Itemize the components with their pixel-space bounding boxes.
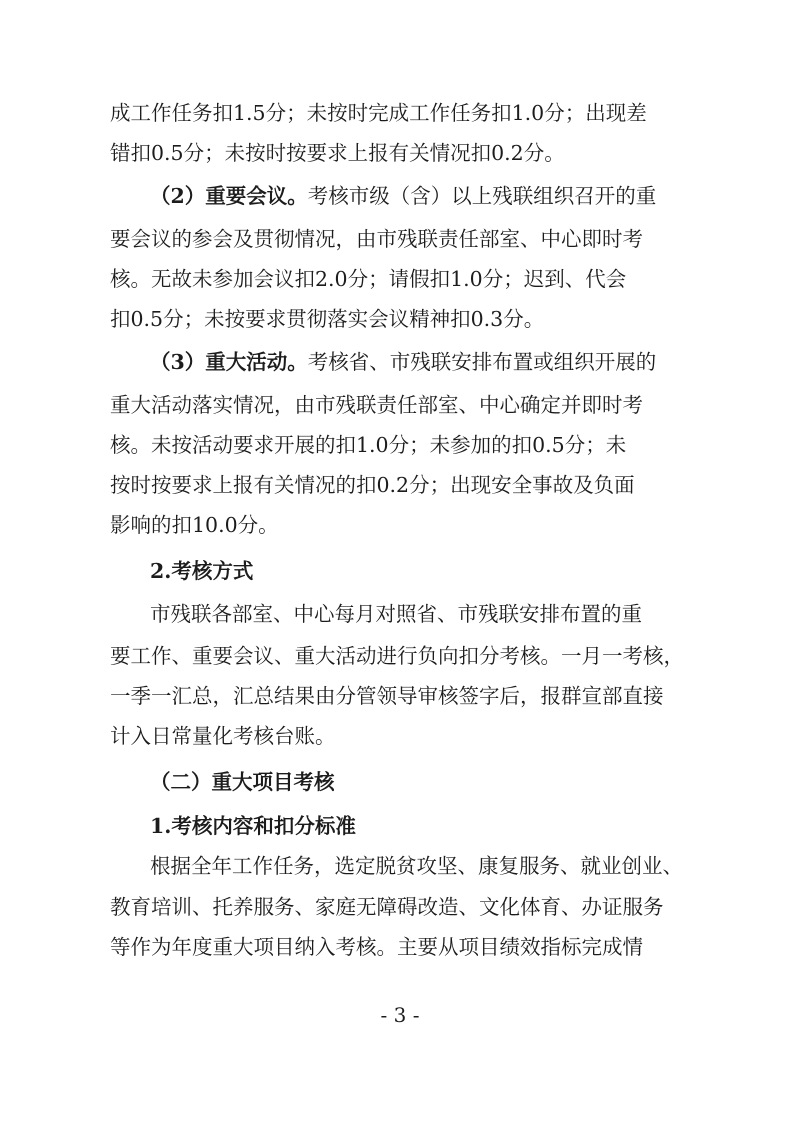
paragraph-line: 影响的扣10.0分。 [110, 513, 279, 537]
paragraph-line: 要会议的参会及贯彻情况，由市残联责任部室、中心即时考 [110, 227, 643, 251]
item-text: 考核市级（含）以上残联组织召开的重 [307, 184, 657, 208]
section-heading: 2.考核方式 [150, 559, 254, 583]
paragraph-line [150, 176, 700, 216]
paragraph-line: 重大活动落实情况，由市残联责任部室、中心确定并即时考 [110, 393, 643, 417]
paragraph-line: 等作为年度重大项目纳入考核。主要从项目绩效指标完成情 [110, 935, 643, 959]
paragraph-line: 核。无故未参加会议扣2.0分；请假扣1.0分；迟到、代会 [110, 267, 627, 291]
paragraph-line: 计入日常量化考核台账。 [110, 724, 336, 748]
section-heading: （二）重大项目考核 [150, 770, 335, 794]
paragraph-line: 扣0.5分；未按要求贯彻落实会议精神扣0.3分。 [110, 307, 545, 331]
page-number: - 3 - [380, 1003, 420, 1027]
paragraph-line: 按时按要求上报有关情况的扣0.2分；出现安全事故及负面 [110, 473, 635, 497]
item-heading: （2）重要会议。 [150, 184, 308, 208]
paragraph-line: 教育培训、托养服务、家庭无障碍改造、文化体育、办证服务 [110, 895, 664, 919]
item-text: 考核省、市残联安排布置或组织开展的 [307, 350, 657, 374]
paragraph-line: 市残联各部室、中心每月对照省、市残联安排布置的重 [150, 602, 642, 626]
paragraph-line [150, 342, 700, 382]
paragraph-line: 成工作任务扣1.5分；未按时完成工作任务扣1.0分；出现差 [110, 101, 647, 125]
section-heading: 1.考核内容和扣分标准 [150, 814, 356, 838]
paragraph-line: 根据全年工作任务，选定脱贫攻坚、康复服务、就业创业、 [150, 854, 683, 878]
paragraph-line: 一季一汇总，汇总结果由分管领导审核签字后，报群宣部直接 [110, 684, 664, 708]
paragraph-line: 错扣0.5分；未按时按要求上报有关情况扣0.2分。 [110, 141, 565, 165]
paragraph-line: 要工作、重要会议、重大活动进行负向扣分考核。一月一考核， [110, 644, 684, 668]
item-heading: （3）重大活动。 [150, 350, 308, 374]
paragraph-line: 核。未按活动要求开展的扣1.0分；未参加的扣0.5分；未 [110, 433, 627, 457]
